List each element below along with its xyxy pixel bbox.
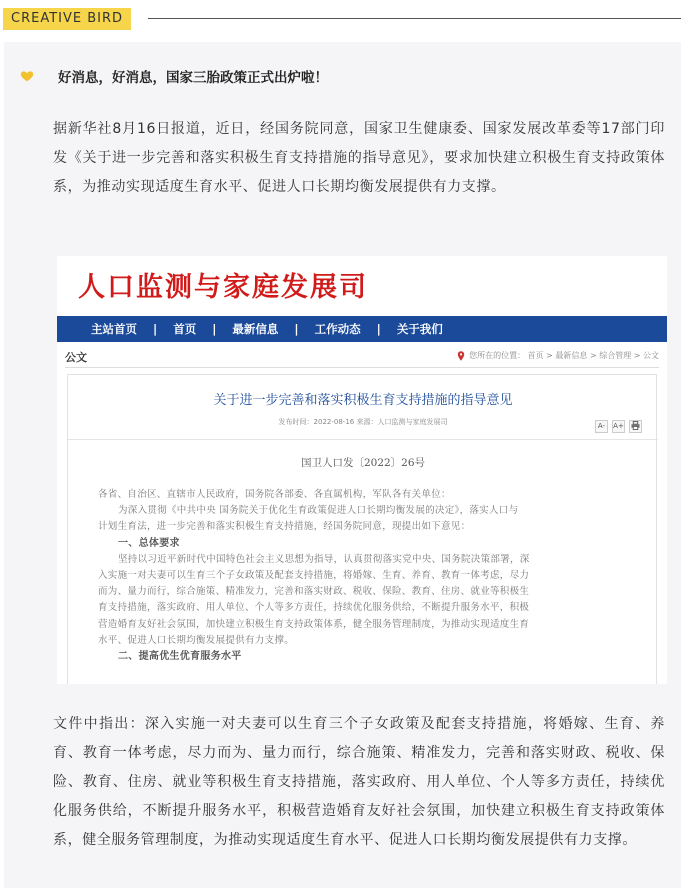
site-title: 人口监测与家庭发展司 [78, 272, 368, 303]
headline-text: 好消息，好消息，国家三胎政策正式出炉啦！ [58, 70, 328, 86]
doc-line: 育支持措施，落实政府、用人单位、个人等多方责任，持续优化服务供给，不断提升服务水平，积极 [98, 602, 530, 614]
closing-paragraph: 文件中指出：深入实施一对夫妻可以生育三个子女政策及配套支持措施，将婚嫁、生育、养育、教育一体考虑，尽力而为、量力而行，综合施策、精准发力，完善和落实财政、税收、保险、教育、住房、就业等积极生育支持措施，落实政府、用人单位、个人等多方责任，持续优化服务供给，不断提升服务水平，积极营造婚育友好社会氛围，加快建立积极生育支持政策体系，健全服务管理制度，为推动实现适度生育水平、促进人口长期均衡发展提供有力支撑。 [53, 716, 665, 848]
doc-line: 为深入贯彻《中共中央 国务院关于优化生育政策促进人口长期均衡发展的决定》，落实人口与 [118, 505, 519, 517]
brand-divider [148, 18, 681, 19]
document-screenshot [57, 256, 667, 684]
nav-item-about[interactable]: 关于我们 [396, 322, 443, 336]
nav-separator: | [294, 322, 299, 336]
nav-item-home[interactable]: 首页 [173, 322, 197, 336]
nav-item-main[interactable]: 主站首页 [91, 322, 137, 336]
doc-line: 坚持以习近平新时代中国特色社会主义思想为指导，认真贯彻落实党中央、国务院决策部署，深 [118, 553, 530, 565]
document-divider [68, 439, 658, 440]
print-icon[interactable] [629, 420, 642, 433]
document-number: 国卫人口发〔2022〕26号 [300, 457, 426, 469]
doc-line: 营造婚育友好社会氛围，加快建立积极生育支持政策体系，健全服务管理制度，为推动实现适度生育 [98, 618, 530, 630]
font-decrease-button[interactable]: A- [595, 420, 608, 433]
font-increase-button[interactable]: A+ [612, 420, 625, 433]
doc-line: 而为、量力而行，综合施策、精准发力，完善和落实财政、税收、保险、教育、住房、就业等积极生 [98, 586, 530, 598]
doc-line: 计划生育法，进一步完善和落实积极生育支持措施，经国务院同意，现提出如下意见： [98, 521, 471, 533]
breadcrumb [457, 350, 659, 361]
heart-icon [20, 69, 34, 83]
site-nav [57, 316, 667, 342]
doc-line: 各省、自治区、直辖市人民政府，国务院各部委、各直属机构，军队各有关单位： [98, 489, 451, 500]
nav-separator: | [212, 322, 217, 336]
doc-heading: 一、总体要求 [118, 537, 180, 549]
document-title: 关于进一步完善和落实积极生育支持措施的指导意见 [213, 393, 513, 408]
document-box [67, 374, 657, 684]
breadcrumb-text[interactable]: 您所在的位置： 首页 > 最新信息 > 综合管理 > 公文 [469, 351, 659, 360]
nav-item-work[interactable]: 工作动态 [314, 322, 361, 336]
section-label: 公文 [65, 351, 87, 364]
headline [20, 66, 328, 86]
document-body [98, 487, 646, 665]
brand-tag: CREATIVE BIRD [3, 8, 131, 30]
document-meta: 发布时间：2022-08-16 来源：人口监测与家庭发展司 [278, 418, 448, 426]
article-card [4, 42, 681, 888]
nav-separator: | [376, 322, 381, 336]
doc-heading: 二、提高优生优育服务水平 [118, 651, 242, 663]
font-tools [595, 420, 642, 433]
print-icon-glyph [631, 421, 640, 430]
nav-separator: | [153, 322, 158, 336]
doc-line: 入实施一对夫妻可以生育三个子女政策及配套支持措施，将婚嫁、生育、养育、教育一体考虑，尽力 [98, 570, 530, 582]
nav-item-latest[interactable]: 最新信息 [232, 322, 279, 336]
doc-line: 水平、促进人口长期均衡发展提供有力支撑。 [98, 634, 295, 646]
brand-header [0, 0, 685, 38]
site-header [57, 256, 667, 316]
location-pin-icon [457, 351, 465, 361]
intro-paragraph: 据新华社8月16日报道，近日，经国务院同意，国家卫生健康委、国家发展改革委等17部门印发《关于进一步完善和落实积极生育支持措施的指导意见》，要求加快建立积极生育支持政策体系，为推动实现适度生育水平、促进人口长期均衡发展提供有力支撑。 [53, 121, 665, 195]
breadcrumb-row [65, 346, 659, 368]
